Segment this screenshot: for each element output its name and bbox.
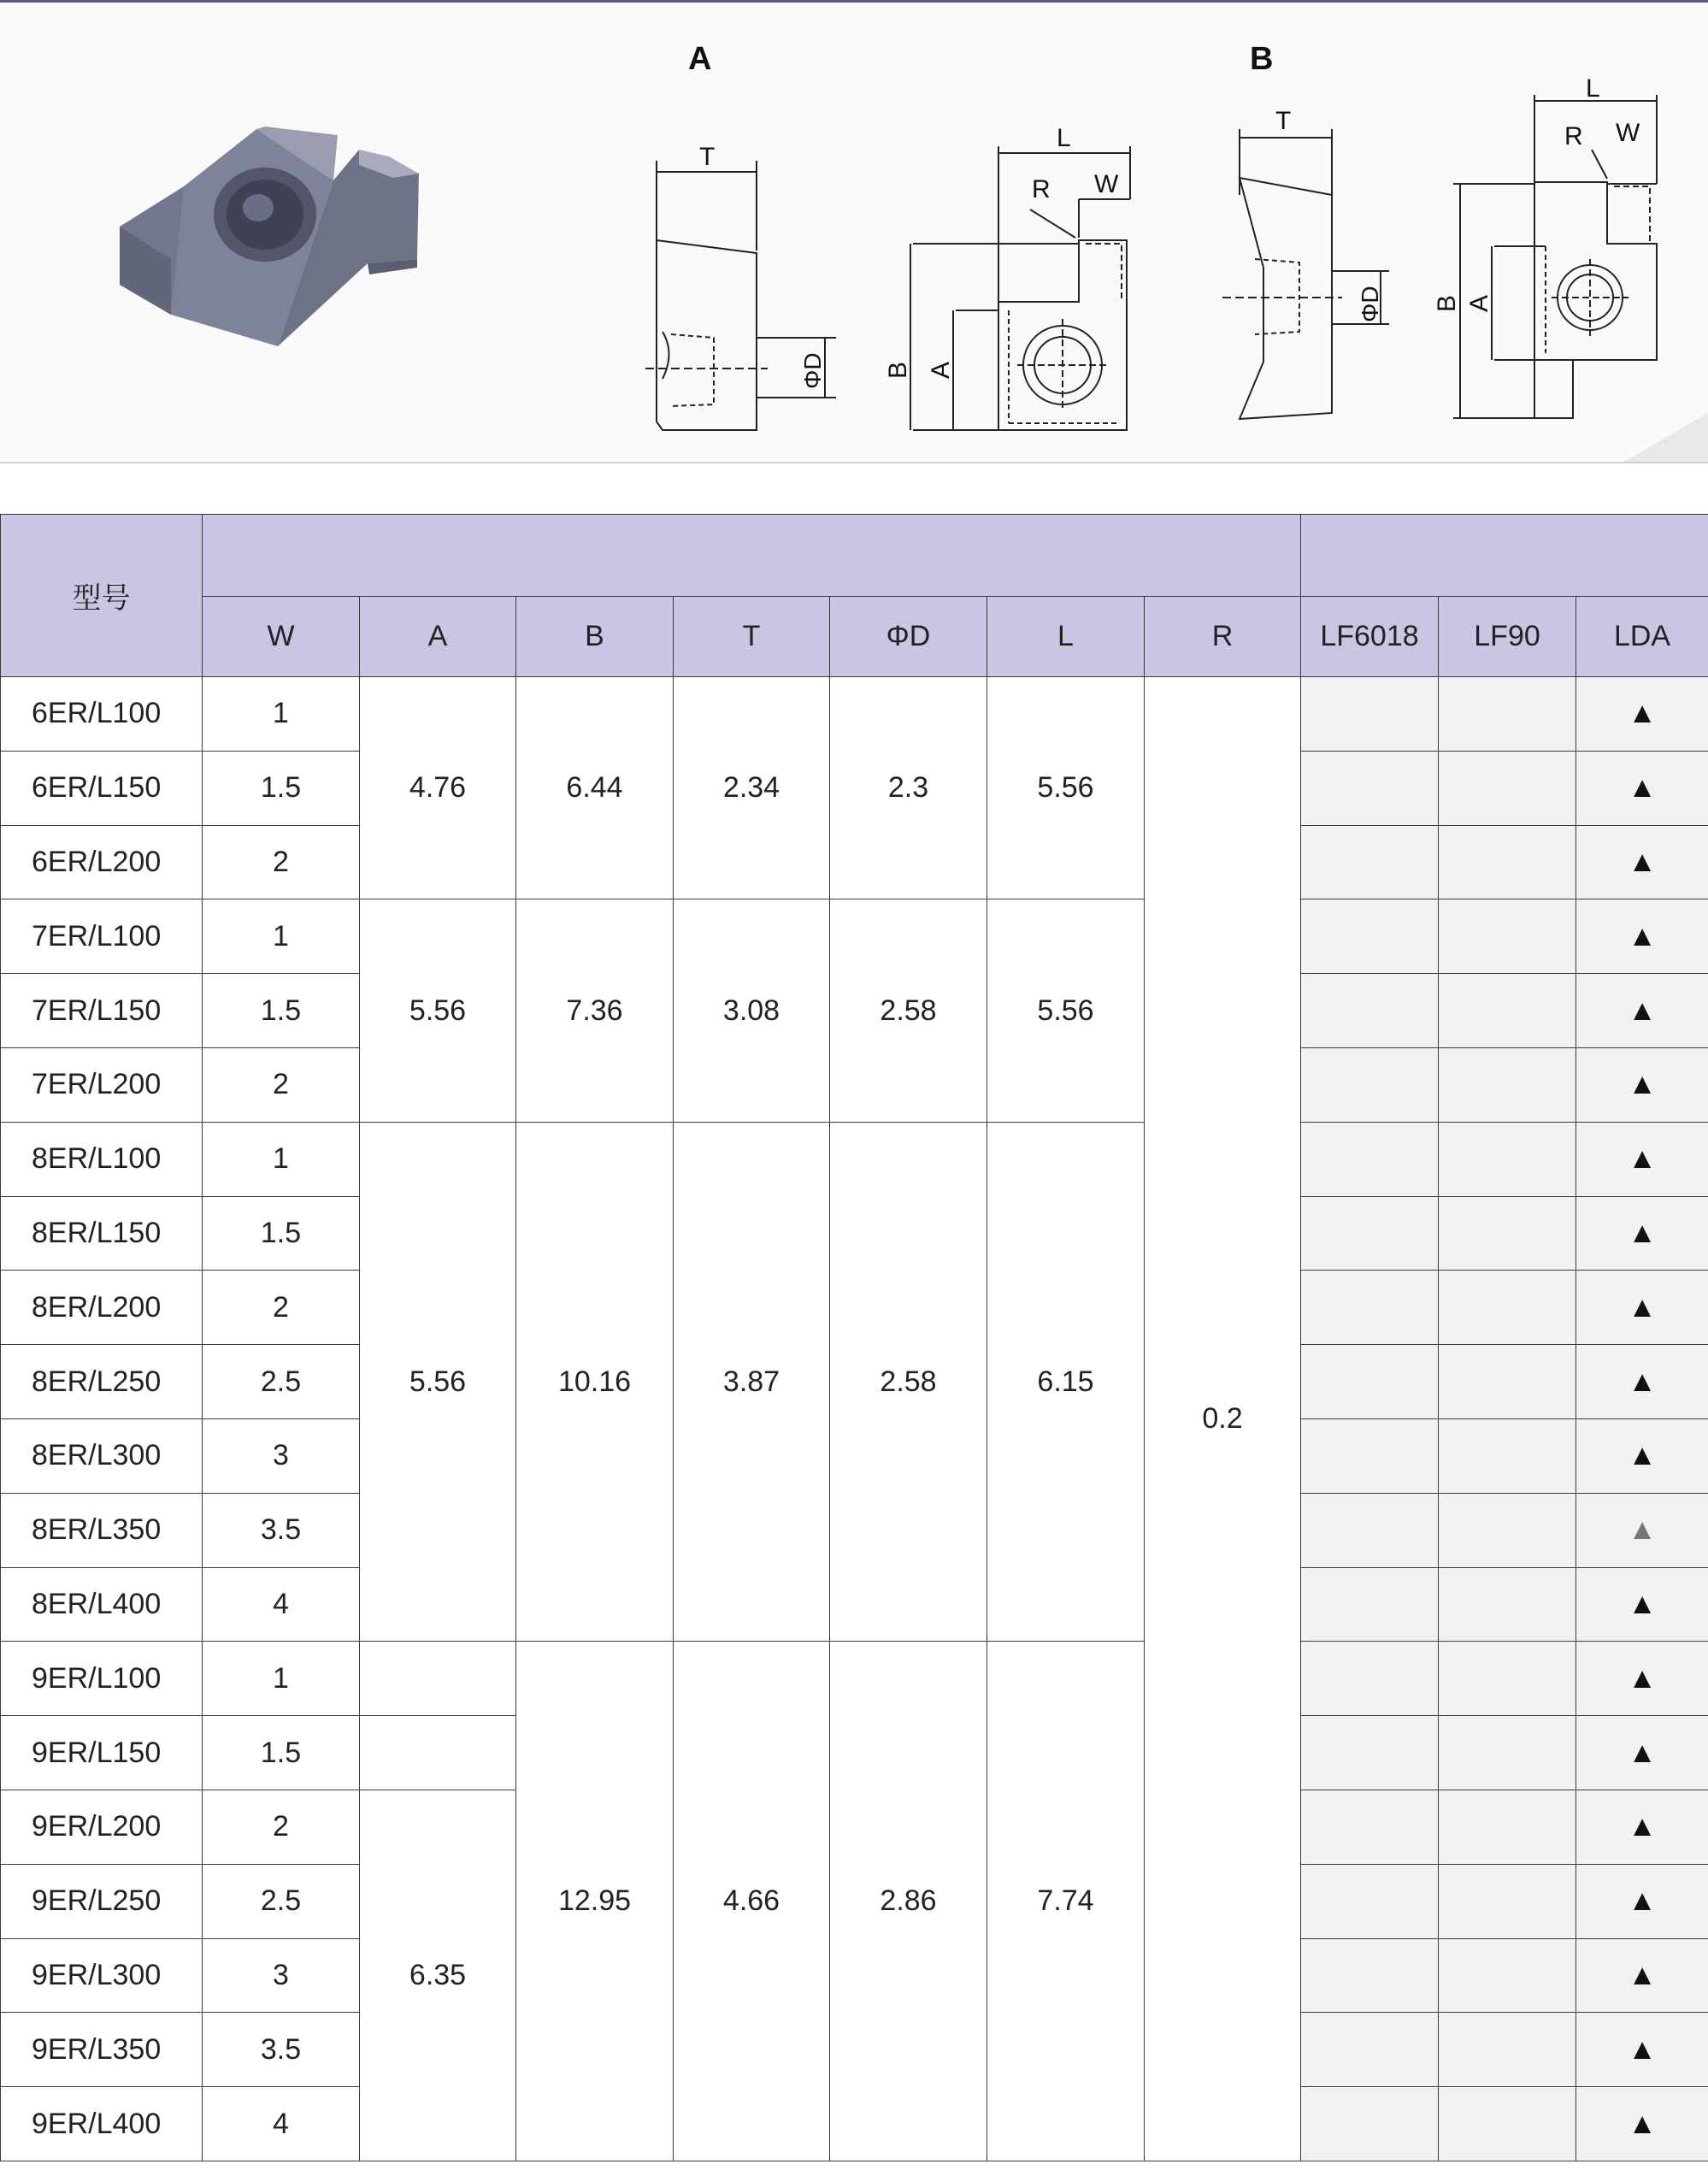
lf90-cell — [1439, 825, 1576, 899]
lf6018-cell — [1301, 1790, 1439, 1864]
l-cell: 5.56 — [987, 677, 1145, 899]
col-header-lda: LDA — [1576, 597, 1708, 677]
lf90-cell — [1439, 1345, 1576, 1419]
dim-label-a-a: A — [927, 361, 955, 379]
model-cell: 8ER/L250 — [1, 1345, 203, 1419]
availability-triangle-icon: ▲ — [1628, 1513, 1657, 1547]
diagram-panel — [0, 3, 1708, 463]
a-cell: 5.56 — [360, 1122, 516, 1642]
w-cell: 1.5 — [203, 751, 360, 825]
availability-triangle-icon: ▲ — [1628, 919, 1657, 952]
w-cell: 3 — [203, 1938, 360, 2013]
w-cell: 4 — [203, 1567, 360, 1642]
availability-triangle-icon: ▲ — [1628, 1587, 1657, 1620]
lda-cell — [1576, 1642, 1708, 1716]
availability-triangle-icon: ▲ — [1628, 994, 1657, 1027]
availability-triangle-icon: ▲ — [1628, 2107, 1657, 2140]
t-cell: 2.34 — [674, 677, 830, 899]
lda-cell — [1576, 1271, 1708, 1345]
lf6018-cell — [1301, 2087, 1439, 2161]
lf6018-cell — [1301, 751, 1439, 825]
model-cell: 8ER/L150 — [1, 1196, 203, 1271]
view-b-side — [1222, 129, 1389, 419]
col-header-w: W — [203, 597, 360, 677]
lda-cell — [1576, 1418, 1708, 1493]
availability-triangle-icon: ▲ — [1628, 845, 1657, 878]
lf6018-cell — [1301, 1864, 1439, 1938]
lf90-cell — [1439, 1864, 1576, 1938]
lda-cell — [1576, 1345, 1708, 1419]
lf90-cell — [1439, 1938, 1576, 2013]
lda-cell — [1576, 1567, 1708, 1642]
dim-label-r-b: R — [1564, 122, 1583, 150]
col-header-b: B — [516, 597, 674, 677]
a-cell: 6.35 — [360, 1790, 516, 2161]
col-header-lf6018: LF6018 — [1301, 597, 1439, 677]
a-cell — [360, 1716, 516, 1790]
dim-label-l-a: L — [1057, 124, 1071, 152]
b-cell: 6.44 — [516, 677, 674, 899]
availability-triangle-icon: ▲ — [1628, 1958, 1657, 1991]
col-header-l: L — [987, 597, 1145, 677]
w-cell: 2.5 — [203, 1864, 360, 1938]
availability-triangle-icon: ▲ — [1628, 771, 1657, 805]
model-cell: 8ER/L300 — [1, 1418, 203, 1493]
model-cell: 9ER/L350 — [1, 2013, 203, 2087]
b-cell: 10.16 — [516, 1122, 674, 1642]
table-row — [1, 1642, 1708, 1716]
lf6018-cell — [1301, 825, 1439, 899]
a-cell: 5.56 — [360, 899, 516, 1122]
w-cell: 1.5 — [203, 1196, 360, 1271]
availability-triangle-icon: ▲ — [1628, 1884, 1657, 1918]
lf90-cell — [1439, 1493, 1576, 1567]
availability-triangle-icon: ▲ — [1628, 1736, 1657, 1769]
w-cell: 3.5 — [203, 1493, 360, 1567]
model-cell: 9ER/L400 — [1, 2087, 203, 2161]
lf6018-cell — [1301, 677, 1439, 752]
table-row — [1, 1122, 1708, 1196]
w-cell: 2 — [203, 1271, 360, 1345]
model-cell: 8ER/L100 — [1, 1122, 203, 1196]
model-cell: 9ER/L300 — [1, 1938, 203, 2013]
lda-cell — [1576, 751, 1708, 825]
model-cell: 6ER/L150 — [1, 751, 203, 825]
model-cell: 9ER/L250 — [1, 1864, 203, 1938]
t-cell: 4.66 — [674, 1642, 830, 2161]
lf90-cell — [1439, 1567, 1576, 1642]
w-cell: 1 — [203, 899, 360, 974]
lf90-cell — [1439, 1271, 1576, 1345]
insert-drawings — [0, 3, 1708, 462]
w-cell: 1 — [203, 677, 360, 752]
w-cell: 2.5 — [203, 1345, 360, 1419]
lf6018-cell — [1301, 1418, 1439, 1493]
dim-label-l-b: L — [1586, 74, 1600, 103]
model-cell: 9ER/L100 — [1, 1642, 203, 1716]
lf90-cell — [1439, 1418, 1576, 1493]
lf90-cell — [1439, 1196, 1576, 1271]
model-cell: 9ER/L200 — [1, 1790, 203, 1864]
d-cell: 2.86 — [830, 1642, 987, 2161]
lf6018-cell — [1301, 1716, 1439, 1790]
model-cell: 6ER/L200 — [1, 825, 203, 899]
availability-triangle-icon: ▲ — [1628, 1810, 1657, 1843]
lf6018-cell — [1301, 1271, 1439, 1345]
lf6018-cell — [1301, 2013, 1439, 2087]
lf6018-cell — [1301, 1196, 1439, 1271]
availability-triangle-icon: ▲ — [1628, 697, 1657, 730]
d-cell: 2.58 — [830, 1122, 987, 1642]
col-header-a: A — [360, 597, 516, 677]
a-cell — [360, 1642, 516, 1716]
lf90-cell — [1439, 2087, 1576, 2161]
model-header: 型号 — [1, 515, 203, 677]
lf6018-cell — [1301, 1047, 1439, 1122]
t-cell: 3.87 — [674, 1122, 830, 1642]
l-cell: 7.74 — [987, 1642, 1145, 2161]
lf6018-cell — [1301, 1345, 1439, 1419]
col-header-lf90: LF90 — [1439, 597, 1576, 677]
w-cell: 3 — [203, 1418, 360, 1493]
table-row — [1, 899, 1708, 974]
lda-cell — [1576, 1716, 1708, 1790]
dim-label-r-a: R — [1032, 175, 1051, 203]
a-cell: 4.76 — [360, 677, 516, 899]
w-cell: 2 — [203, 1047, 360, 1122]
dim-label-w-b: W — [1616, 119, 1640, 147]
model-cell: 8ER/L200 — [1, 1271, 203, 1345]
lda-cell — [1576, 1196, 1708, 1271]
lf90-cell — [1439, 899, 1576, 974]
lda-cell — [1576, 825, 1708, 899]
lda-cell — [1576, 1790, 1708, 1864]
lf6018-cell — [1301, 899, 1439, 974]
grade-group-header — [1301, 515, 1708, 597]
spec-table — [0, 514, 1708, 2161]
availability-triangle-icon: ▲ — [1628, 1290, 1657, 1324]
view-b-title: B — [1250, 41, 1274, 77]
t-cell: 3.08 — [674, 899, 830, 1122]
w-cell: 2 — [203, 1790, 360, 1864]
table-row — [1, 677, 1708, 752]
lf6018-cell — [1301, 1642, 1439, 1716]
lf90-cell — [1439, 677, 1576, 752]
lf90-cell — [1439, 751, 1576, 825]
model-cell: 7ER/L150 — [1, 974, 203, 1048]
lf6018-cell — [1301, 1122, 1439, 1196]
dim-label-a-b: A — [1465, 294, 1493, 312]
dim-label-t-a: T — [699, 143, 716, 171]
col-header-t: T — [674, 597, 830, 677]
availability-triangle-icon: ▲ — [1628, 1068, 1657, 1101]
lda-cell — [1576, 1864, 1708, 1938]
lf90-cell — [1439, 2013, 1576, 2087]
dim-label-w-a: W — [1094, 170, 1119, 198]
lf90-cell — [1439, 1642, 1576, 1716]
dim-label-b-b: B — [1433, 294, 1461, 312]
model-cell: 8ER/L400 — [1, 1567, 203, 1642]
lf6018-cell — [1301, 1493, 1439, 1567]
lf90-cell — [1439, 1122, 1576, 1196]
lf90-cell — [1439, 1790, 1576, 1864]
dim-label-d-b: ΦD — [1357, 286, 1383, 322]
w-cell: 2 — [203, 825, 360, 899]
lf90-cell — [1439, 1047, 1576, 1122]
col-header-d: ΦD — [830, 597, 987, 677]
lda-cell — [1576, 2087, 1708, 2161]
l-cell: 6.15 — [987, 1122, 1145, 1642]
availability-triangle-icon: ▲ — [1628, 1216, 1657, 1249]
lda-cell — [1576, 974, 1708, 1048]
dim-label-b-a: B — [884, 361, 912, 379]
model-cell: 8ER/L350 — [1, 1493, 203, 1567]
lf6018-cell — [1301, 974, 1439, 1048]
lda-cell — [1576, 1938, 1708, 2013]
view-a-title: A — [688, 41, 712, 77]
availability-triangle-icon: ▲ — [1628, 2032, 1657, 2066]
b-cell: 12.95 — [516, 1642, 674, 2161]
availability-triangle-icon: ▲ — [1628, 1365, 1657, 1398]
lf6018-cell — [1301, 1938, 1439, 2013]
lf6018-cell — [1301, 1567, 1439, 1642]
lda-cell — [1576, 899, 1708, 974]
w-cell: 1.5 — [203, 1716, 360, 1790]
r-cell: 0.2 — [1145, 677, 1301, 2161]
lda-cell — [1576, 2013, 1708, 2087]
w-cell: 1 — [203, 1122, 360, 1196]
dim-label-t-b: T — [1275, 107, 1292, 135]
d-cell: 2.58 — [830, 899, 987, 1122]
w-cell: 1 — [203, 1642, 360, 1716]
lda-cell — [1576, 1047, 1708, 1122]
model-cell: 7ER/L100 — [1, 899, 203, 974]
w-cell: 4 — [203, 2087, 360, 2161]
w-cell: 1.5 — [203, 974, 360, 1048]
availability-triangle-icon: ▲ — [1628, 1661, 1657, 1695]
lda-cell — [1576, 677, 1708, 752]
lda-cell — [1576, 1493, 1708, 1567]
lda-cell — [1576, 1122, 1708, 1196]
availability-triangle-icon: ▲ — [1628, 1142, 1657, 1176]
col-header-r: R — [1145, 597, 1301, 677]
availability-triangle-icon: ▲ — [1628, 1439, 1657, 1472]
model-cell: 6ER/L100 — [1, 677, 203, 752]
insert-photo — [120, 127, 419, 346]
w-cell: 3.5 — [203, 2013, 360, 2087]
l-cell: 5.56 — [987, 899, 1145, 1122]
d-cell: 2.3 — [830, 677, 987, 899]
lf90-cell — [1439, 1716, 1576, 1790]
dim-label-d-a: ΦD — [799, 352, 826, 389]
lf90-cell — [1439, 974, 1576, 1048]
b-cell: 7.36 — [516, 899, 674, 1122]
dimension-group-header — [203, 515, 1301, 597]
model-cell: 7ER/L200 — [1, 1047, 203, 1122]
panel-corner — [1624, 413, 1708, 462]
model-cell: 9ER/L150 — [1, 1716, 203, 1790]
